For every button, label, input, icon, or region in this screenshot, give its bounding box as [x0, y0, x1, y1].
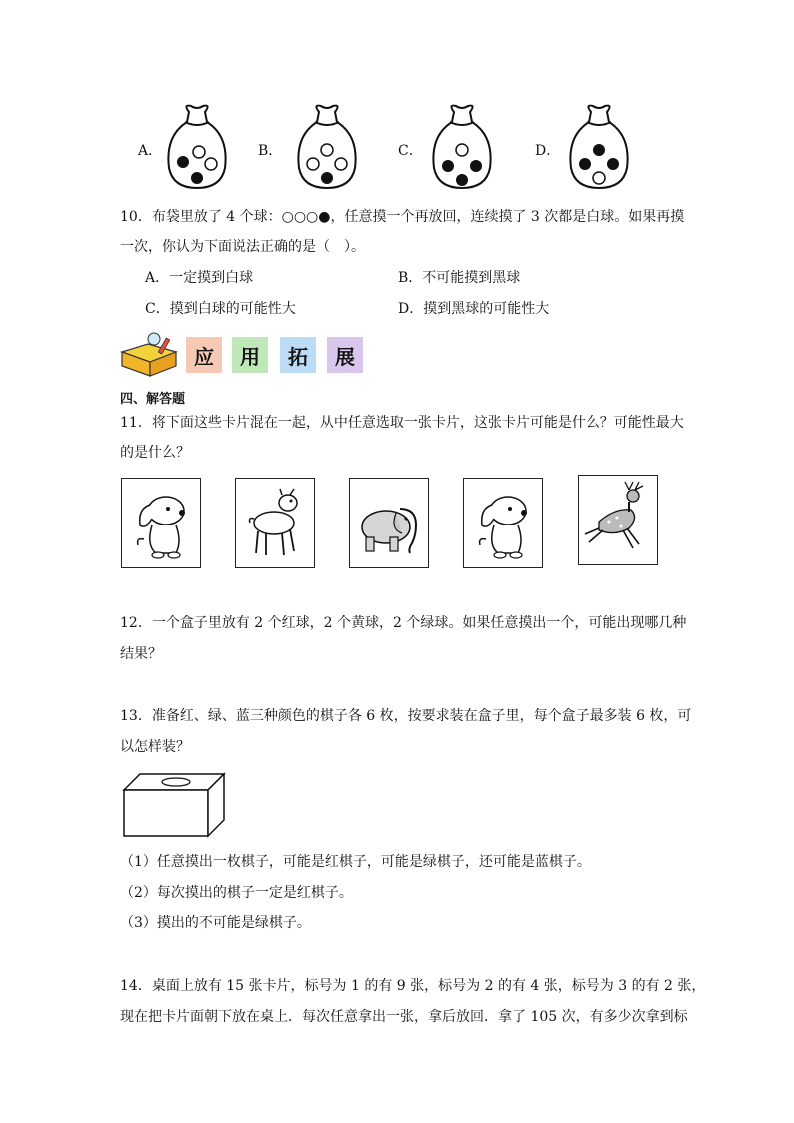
q14-line2: 现在把卡片面朝下放在桌上．每次任意拿出一张，拿后放回．拿了 105 次，有多少次拿到标: [120, 1009, 688, 1025]
card-deer: [578, 475, 658, 565]
q13-sub3: （3）摸出的不可能是绿棋子。: [120, 915, 311, 931]
card-dog-2: [463, 478, 543, 568]
dog-icon: [464, 479, 541, 566]
card-elephant: [349, 478, 429, 568]
q13-line2: 以怎样装？: [120, 739, 190, 755]
bag-c-icon: [428, 102, 496, 190]
dog-icon: [122, 479, 199, 566]
option-d-label[interactable]: D．: [535, 143, 561, 159]
q13-sub2: （2）每次摸出的棋子一定是红棋子。: [120, 885, 353, 901]
q14-line1: 14．桌面上放有 15 张卡片，标号为 1 的有 9 张，标号为 2 的有 4 张，标号为 3 的有 2 张，: [120, 978, 706, 994]
bag-d-icon: [565, 102, 633, 190]
q10-option-a[interactable]: A．一定摸到白球: [145, 270, 254, 286]
bag-a-icon: [163, 102, 231, 190]
option-c-label[interactable]: C．: [398, 143, 423, 159]
q13-sub1: （1）任意摸出一枚棋子，可能是红棋子，可能是绿棋子，还可能是蓝棋子。: [120, 854, 591, 870]
q11-line1: 11．将下面这些卡片混在一起，从中任意选取一张卡片，这张卡片可能是什么？可能性最大: [120, 415, 684, 431]
option-a-label[interactable]: A．: [138, 143, 163, 159]
q12-line1: 12．一个盒子里放有 2 个红球，2 个黄球，2 个绿球。如果任意摸出一个，可能出现哪几种: [120, 615, 687, 631]
banner-char-tuo: 拓: [280, 337, 316, 373]
bag-b-icon: [293, 102, 361, 190]
q10-option-c[interactable]: C．摸到白球的可能性大: [145, 301, 296, 317]
banner-char-yong: 用: [232, 337, 268, 373]
pencil-box-icon: [118, 332, 182, 378]
q10-option-b[interactable]: B．不可能摸到黑球: [398, 270, 521, 286]
section-title: 四、解答题: [120, 392, 186, 407]
box-icon: [120, 770, 228, 840]
banner-char-zhan: 展: [327, 337, 363, 373]
deer-icon: [579, 476, 656, 563]
goat-icon: [236, 479, 313, 566]
card-goat: [235, 478, 315, 568]
q10-option-d[interactable]: D．摸到黑球的可能性大: [398, 301, 550, 317]
q12-line2: 结果？: [120, 646, 162, 662]
q10-line2: 一次，你认为下面说法正确的是（ ）。: [120, 239, 365, 255]
q13-line1: 13．准备红、绿、蓝三种颜色的棋子各 6 枚，按要求装在盒子里，每个盒子最多装 6 枚，可: [120, 708, 692, 724]
card-dog-1: [121, 478, 201, 568]
elephant-icon: [350, 479, 427, 566]
q10-line1: 10．布袋里放了 4 个球：○○○●，任意摸一个再放回，连续摸了 3 次都是白球。如果再摸: [120, 209, 685, 225]
banner-char-ying: 应: [186, 337, 222, 373]
option-b-label[interactable]: B．: [258, 143, 283, 159]
q11-line2: 的是什么？: [120, 445, 190, 461]
